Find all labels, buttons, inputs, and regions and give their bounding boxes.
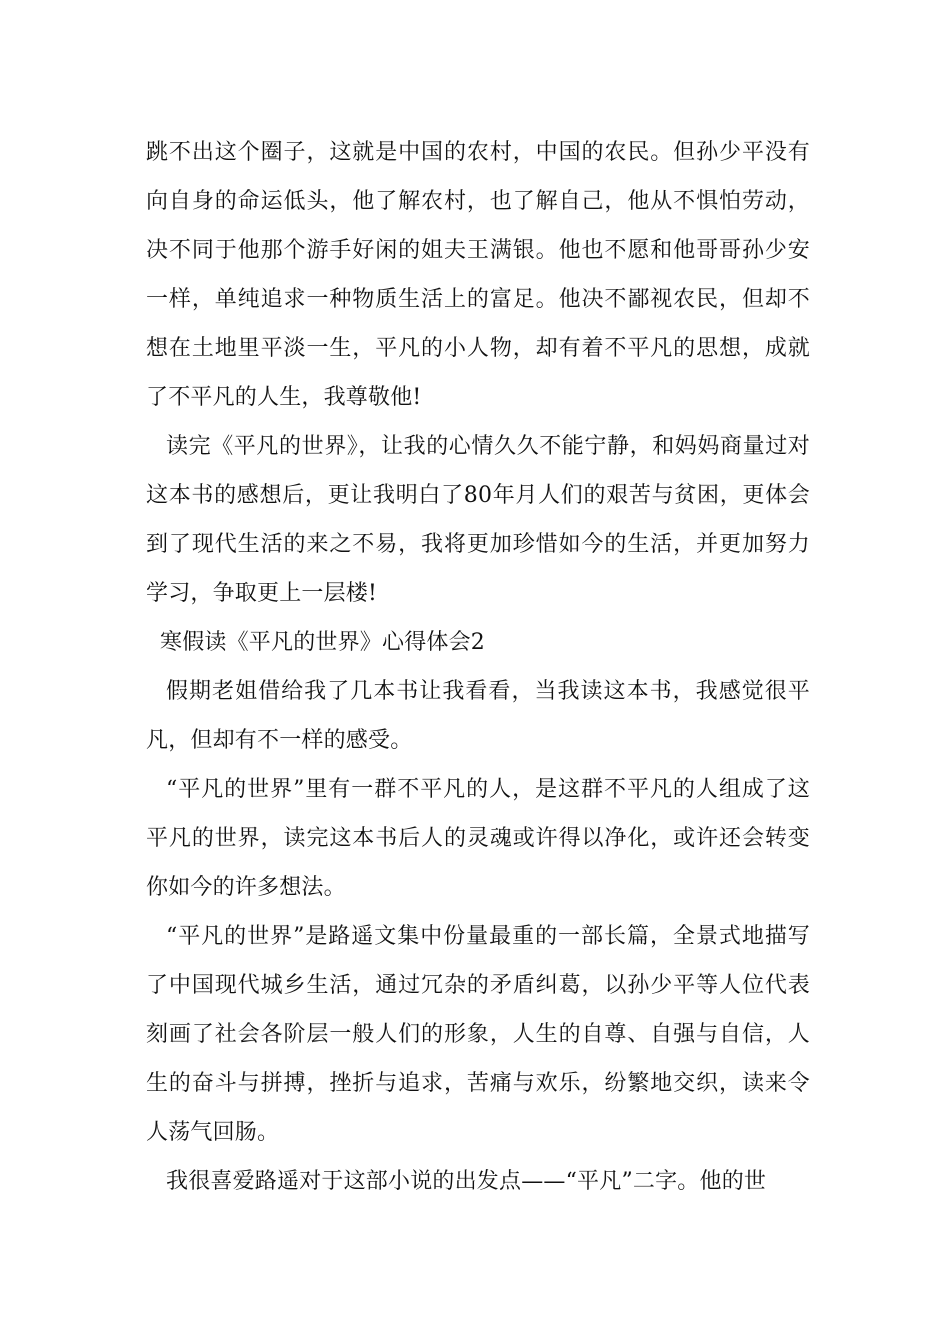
paragraph: “平凡的世界”里有一群不平凡的人，是这群不平凡的人组成了这平凡的世界，读完这本书后人的灵魂或许得以净化，或许还会转变你如今的许多想法。: [146, 777, 810, 900]
paragraph: 我很喜爱路遥对于这部小说的出发点——“平凡”二字。他的世: [166, 1169, 767, 1194]
paragraph: 假期老姐借给我了几本书让我看看，当我读这本书，我感觉很平凡，但却有不一样的感受。: [146, 679, 810, 753]
paragraph: 读完《平凡的世界》，让我的心情久久不能宁静，和妈妈商量过对这本书的感想后，更让我明白了80年月人们的艰苦与贫困，更体会到了现代生活的来之不易，我将更加珍惜如今的生活，并更加努力学习，争取更上一层楼!: [146, 434, 810, 606]
paragraph: “平凡的世界”是路遥文集中份量最重的一部长篇，全景式地描写了中国现代城乡生活，通过冗杂的矛盾纠葛，以孙少平等人位代表刻画了社会各阶层一般人们的形象，人生的自尊、自强与自信，人生的奋斗与拼搏，挫折与追求，苦痛与欢乐，纷繁地交织，读来令人荡气回肠。: [146, 924, 810, 1145]
section-heading: 寒假读《平凡的世界》心得体会2: [160, 630, 485, 655]
paragraph: 跳不出这个圈子，这就是中国的农村，中国的农民。但孙少平没有向自身的命运低头，他了解农村，也了解自己，他从不惧怕劳动，决不同于他那个游手好闲的姐夫王满银。他也不愿和他哥哥孙少安一样，单纯追求一种物质生活上的富足。他决不鄙视农民，但却不想在土地里平淡一生，平凡的小人物，却有着不平凡的思想，成就了不平凡的人生，我尊敬他!: [146, 140, 810, 410]
document-body: [146, 128, 810, 1206]
